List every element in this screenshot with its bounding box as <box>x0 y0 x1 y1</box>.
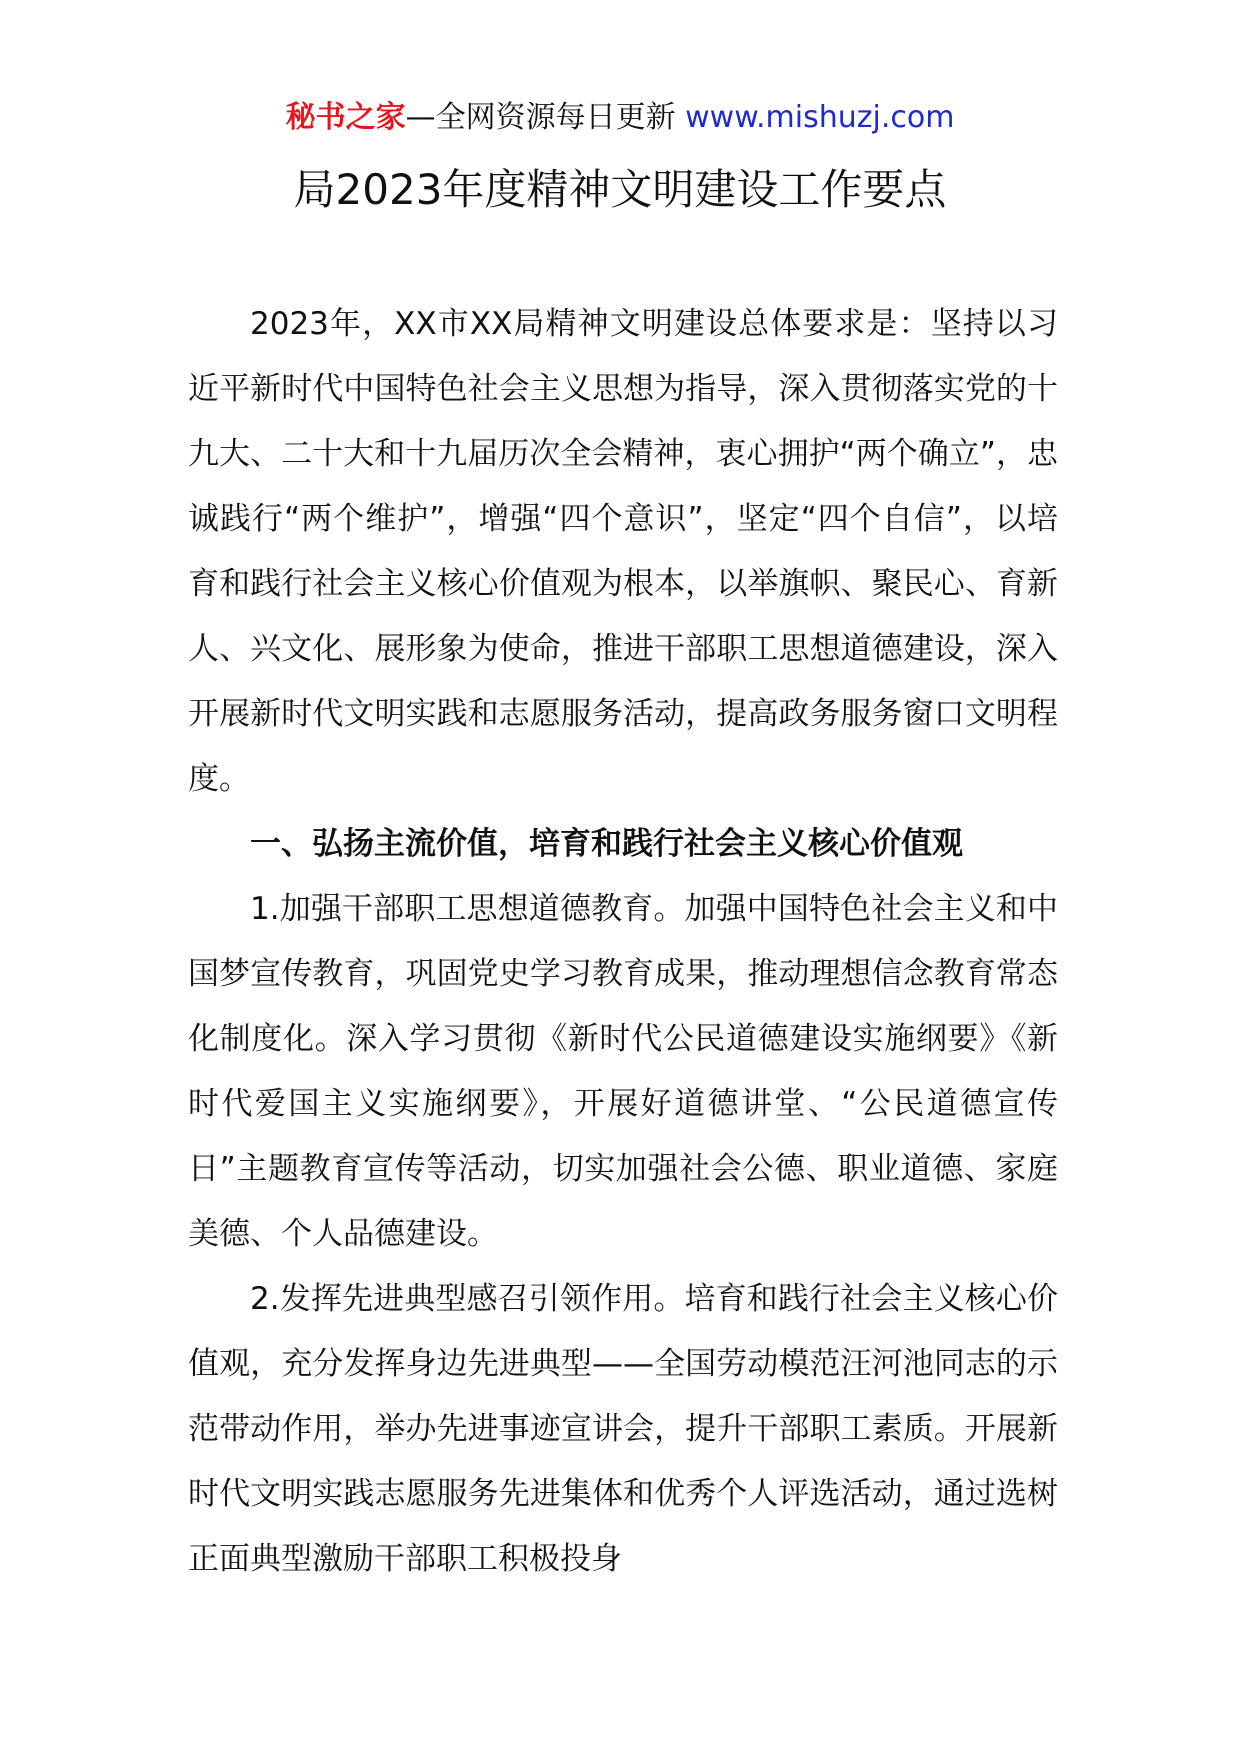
section-heading: 一、弘扬主流价值，培育和践行社会主义核心价值观 <box>250 826 963 862</box>
brand-name: 秘书之家 <box>285 100 406 135</box>
document-body <box>188 292 1058 1592</box>
site-header <box>0 98 1240 138</box>
intro-paragraph: 2023年，XX市XX局精神文明建设总体要求是：坚持以习近平新时代中国特色社会主义思想为指导，深入贯彻落实党的十九大、二十大和十九届历次全会精神，衷心拥护“两个确立”，忠诚践行“两个维护”，增强“四个意识”，坚定“四个自信”，以培育和践行社会主义核心价值观为根本，以举旗帜、聚民心、育新人、兴文化、展形象为使命，推进干部职工思想道德建设，深入开展新时代文明实践和志愿服务活动，提高政务服务窗口文明程度。 <box>188 306 1058 797</box>
item-1-paragraph: 1.加强干部职工思想道德教育。加强中国特色社会主义和中国梦宣传教育，巩固党史学习教育成果，推动理想信念教育常态化制度化。深入学习贯彻《新时代公民道德建设实施纲要》《新时代爱国主义实施纲要》，开展好道德讲堂、“公民道德宣传日”主题教育宣传等活动，切实加强社会公德、职业道德、家庭美德、个人品德建设。 <box>188 891 1058 1252</box>
site-url-link[interactable]: www.mishuzj.com <box>685 100 955 135</box>
site-slogan: —全网资源每日更新 <box>405 100 686 135</box>
document-title: 局2023年度精神文明建设工作要点 <box>293 165 947 214</box>
item-2-paragraph: 2.发挥先进典型感召引领作用。培育和践行社会主义核心价值观，充分发挥身边先进典型——全国劳动模范汪河池同志的示范带动作用，举办先进事迹宣讲会，提升干部职工素质。开展新时代文明实践志愿服务先进集体和优秀个人评选活动，通过选树正面典型激励干部职工积极投身 <box>188 1281 1058 1577</box>
